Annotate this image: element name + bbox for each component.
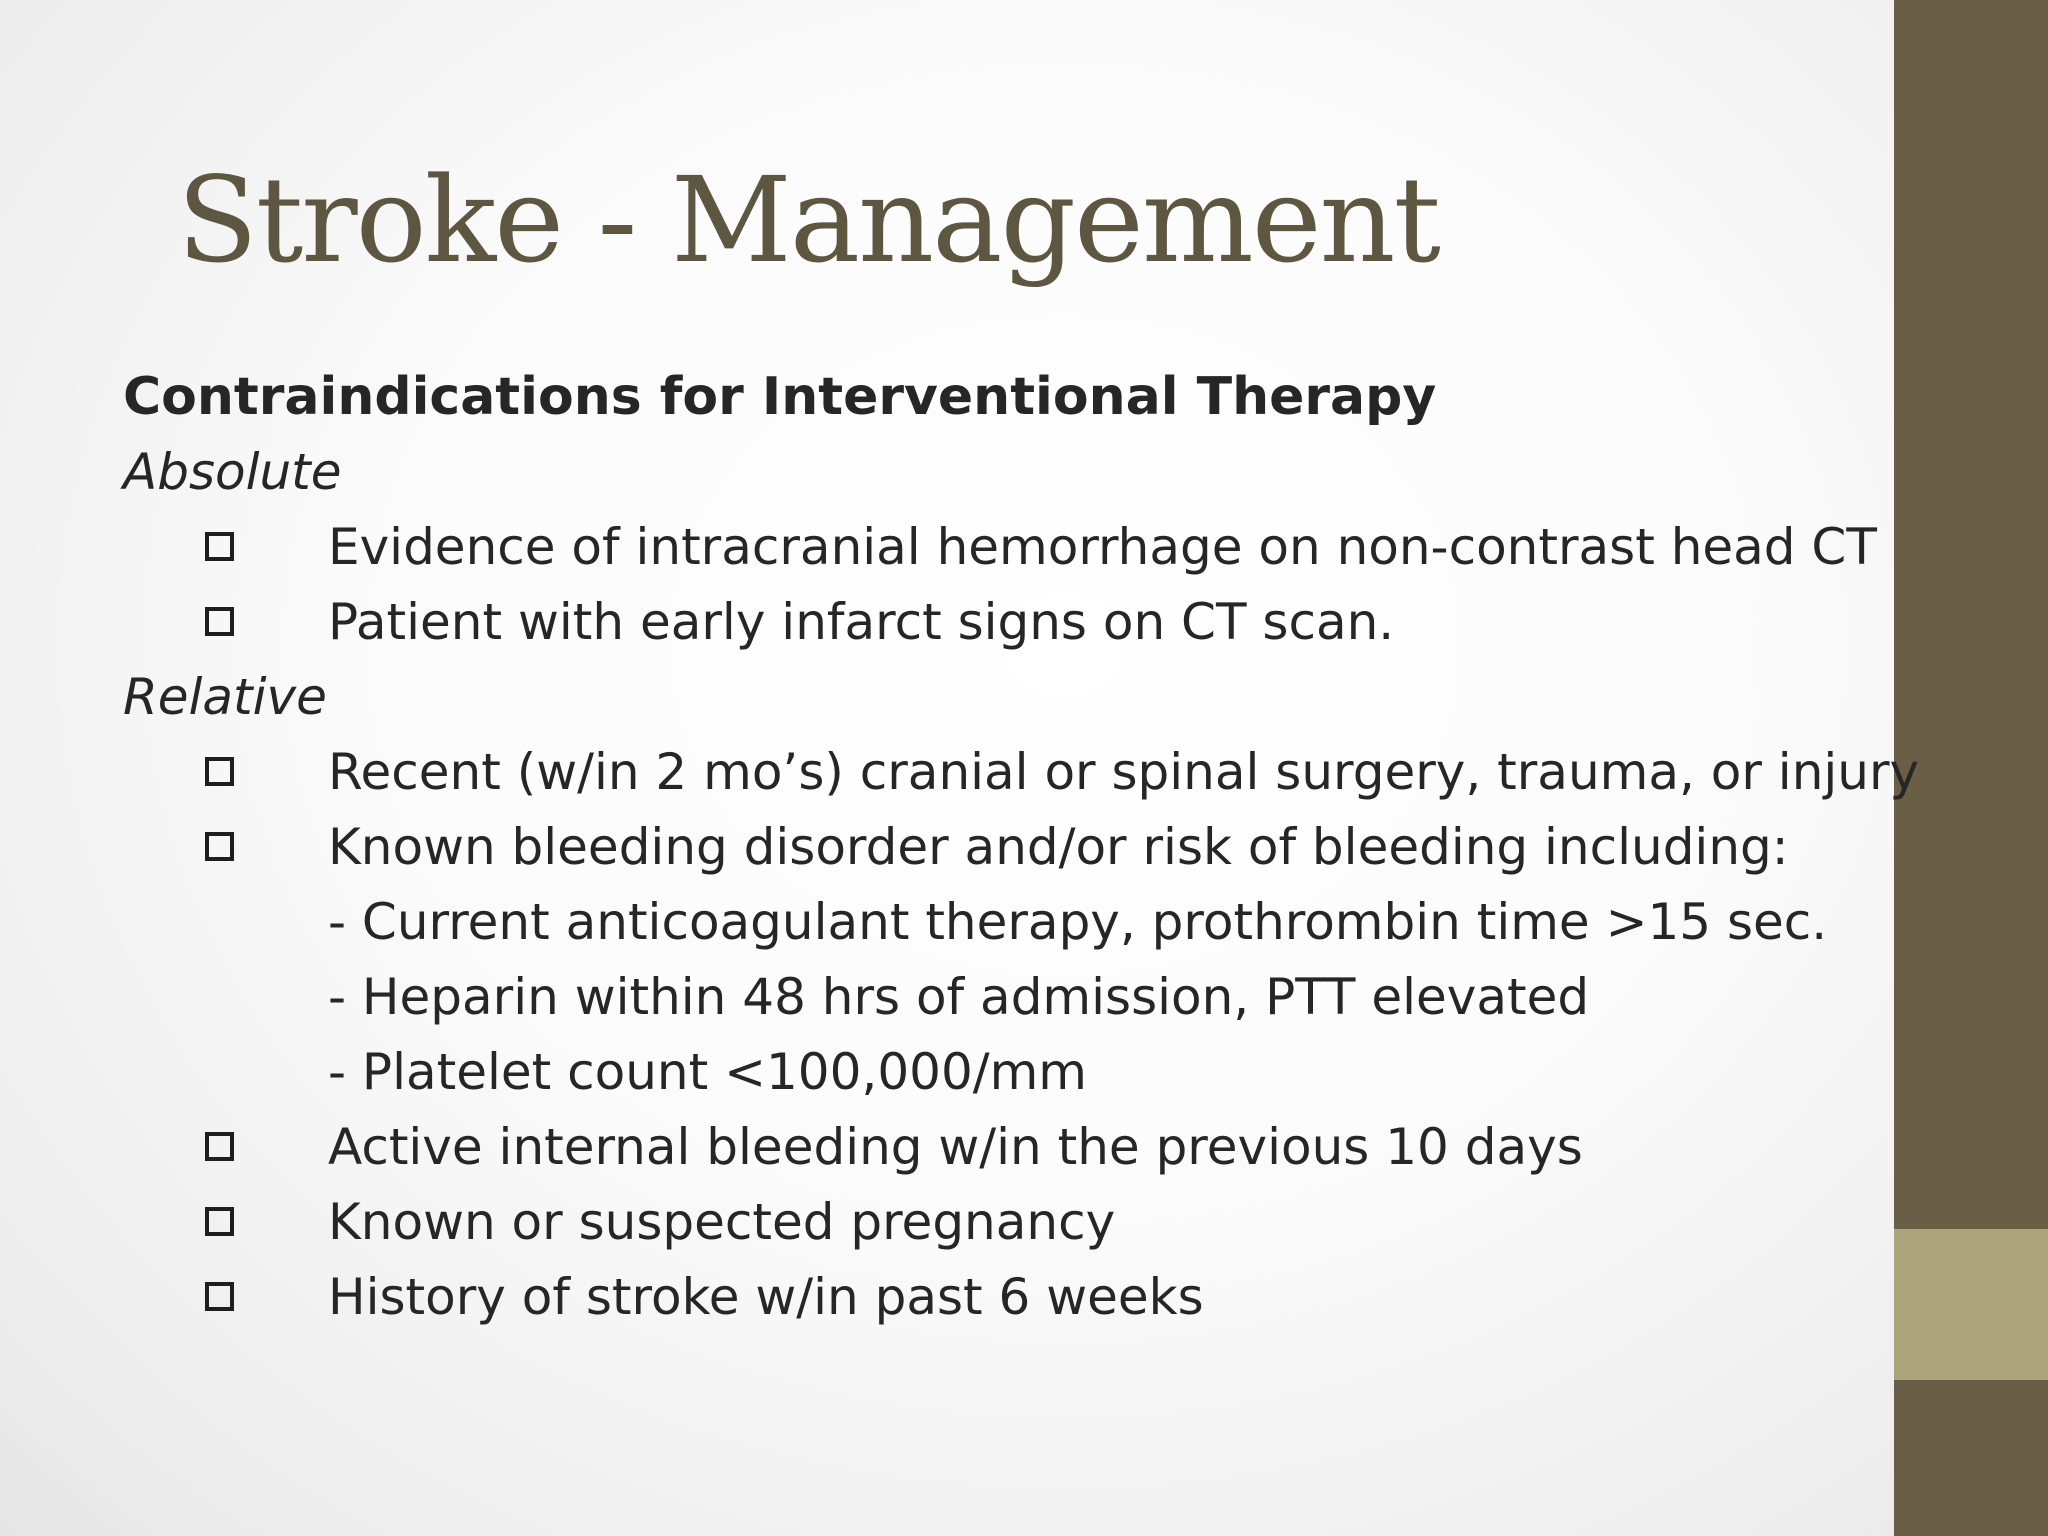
- list-item-text: Known bleeding disorder and/or risk of bleeding including:: [328, 818, 1789, 876]
- sub-list-item: - Platelet count <100,000/mm: [328, 1043, 1088, 1101]
- list-item: [123, 810, 1923, 885]
- checkbox-bullet-icon: [205, 757, 234, 786]
- slide-title: Stroke - Management: [177, 151, 1439, 289]
- checkbox-bullet-icon: [205, 1132, 234, 1161]
- list-item-text: Recent (w/in 2 mo’s) cranial or spinal surgery, trauma, or injury: [328, 743, 1920, 801]
- category-absolute: Absolute: [123, 443, 342, 501]
- list-item: [123, 1260, 1923, 1335]
- list-item: [123, 735, 1923, 810]
- list-item: [123, 510, 1923, 585]
- checkbox-bullet-icon: [205, 1207, 234, 1236]
- list-item-text: Evidence of intracranial hemorrhage on non-contrast head CT: [328, 518, 1877, 576]
- checkbox-bullet-icon: [205, 832, 234, 861]
- list-item: [123, 1110, 1923, 1185]
- checkbox-bullet-icon: [205, 532, 234, 561]
- list-item-text: Active internal bleeding w/in the previous 10 days: [328, 1118, 1583, 1176]
- list-item: [123, 1185, 1923, 1260]
- section-heading: Contraindications for Interventional Therapy: [123, 367, 1437, 427]
- category-relative: Relative: [123, 668, 327, 726]
- list-item-text: History of stroke w/in past 6 weeks: [328, 1268, 1204, 1326]
- sub-list-item: - Current anticoagulant therapy, prothrombin time >15 sec.: [328, 893, 1828, 951]
- list-item-text: Known or suspected pregnancy: [328, 1193, 1116, 1251]
- sub-list-item: - Heparin within 48 hrs of admission, PTT elevated: [328, 968, 1590, 1026]
- list-item-text: Patient with early infarct signs on CT scan.: [328, 593, 1395, 651]
- checkbox-bullet-icon: [205, 1282, 234, 1311]
- list-item: [123, 585, 1923, 660]
- slide-content: [123, 360, 1923, 1335]
- checkbox-bullet-icon: [205, 607, 234, 636]
